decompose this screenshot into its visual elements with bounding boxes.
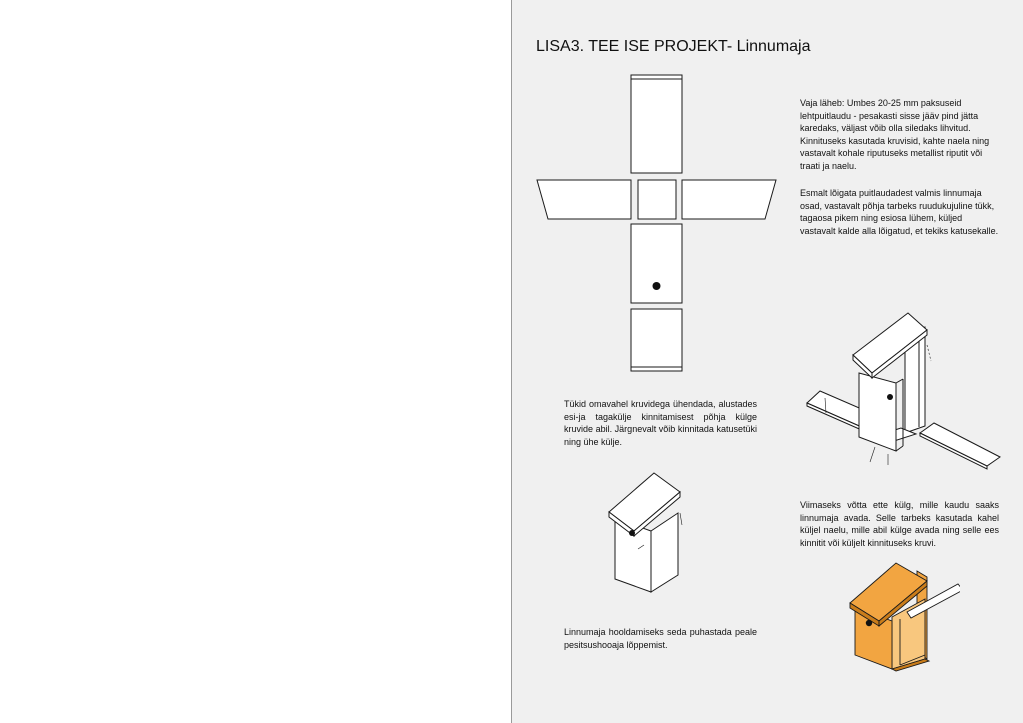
maintenance-paragraph: Linnumaja hooldamiseks seda puhastada peale pesitsushooaja lõppemist. [564,627,757,650]
back-panel-part [631,75,682,173]
unfolded-parts-figure [532,70,782,380]
front-panel-part [631,224,682,303]
cutting-paragraph: Esmalt lõigata puitlaudadest valmis linnumaja osad, vastavalt põhja tarbeks ruudukujuline tükk, tagaosa pikem ning esiosa lühem, küljed vastavalt kalde alla lõigatud, et tekiks katusekalle. [800,188,999,236]
left-page-blank [0,0,511,723]
bottom-part [638,180,676,219]
assembled-side [651,513,678,592]
finished-birdhouse-figure [845,555,960,675]
entrance-hole [887,394,893,400]
materials-paragraph: Vaja läheb: Umbes 20-25 mm paksuseid lehtpuitlaudu - pesakasti sisse jääv pind jätta karedaks, väljast võib olla siledaks lihvitud. Kinnituseks kasutada kruvisid, kahte naela ning vastavalt kohale riputuseks metallist riputit või traati ja naelu. [800,98,990,171]
page-title: LISA3. TEE ISE PROJEKT- Linnumaja [536,38,811,55]
joining-paragraph: Tükid omavahel kruvidega ühendada, alustades esi-ja tagakülje kinnitamisest põhja külge kruvide abil. Järgnevalt võib kinnitada katusetüki ning ühe külje. [564,399,757,447]
entrance-hole [653,282,661,290]
right-page [512,0,1023,723]
last-side-paragraph: Viimaseks võtta ette külg, mille kaudu saaks linnumaja avada. Selle tarbeks kasutada kahel küljel naelu, mille abil külge avada ning selle ees kinnitit või küljelt kinnituseks kruvi. [800,500,999,548]
right-side-part [682,180,776,219]
left-side-part [537,180,631,219]
entrance-hole [629,530,635,536]
front-board [859,373,896,451]
right-side-board [920,423,1000,466]
assembly-figure [802,305,1002,485]
assembled-box-figure [602,465,702,600]
entrance-hole [866,620,872,626]
roof-part [631,309,682,371]
